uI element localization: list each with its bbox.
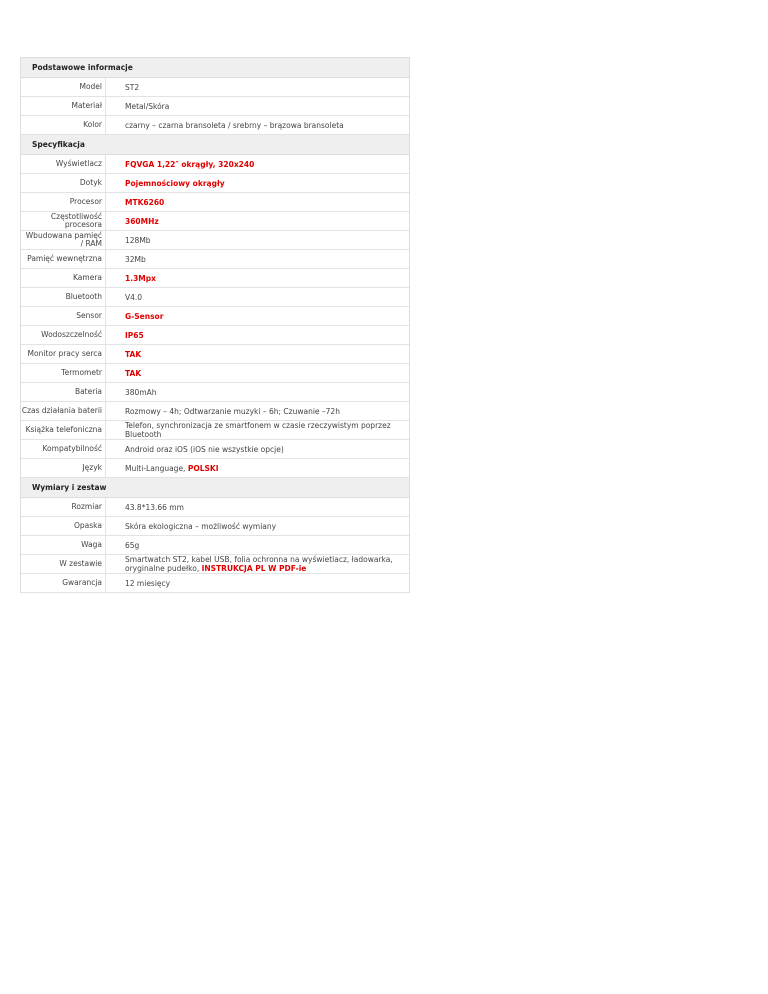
table-row <box>21 269 409 288</box>
row-label: Dotyk <box>21 174 106 192</box>
table-row <box>21 307 409 326</box>
table-row <box>21 116 409 135</box>
row-label: Monitor pracy serca <box>21 345 106 363</box>
table-row <box>21 517 409 536</box>
table-row <box>21 421 409 440</box>
row-label: Model <box>21 78 106 96</box>
table-row <box>21 440 409 459</box>
table-row <box>21 155 409 174</box>
row-label: Kamera <box>21 269 106 287</box>
row-value: czarny – czarna bransoleta / srebrny – brązowa bransoleta <box>125 120 344 130</box>
row-label: Sensor <box>21 307 106 325</box>
row-value: V4.0 <box>125 292 143 302</box>
row-value: 43.8*13.66 mm <box>125 502 184 512</box>
row-value: TAK <box>125 368 142 378</box>
table-row <box>21 193 409 212</box>
row-value: 12 miesięcy <box>125 578 171 588</box>
row-label: Pamięć wewnętrzna <box>21 250 106 268</box>
section-header-specification: Specyfikacja <box>21 135 409 155</box>
row-value: Rozmowy – 4h; Odtwarzanie muzyki – 6h; Czuwanie –72h <box>125 406 340 416</box>
table-row <box>21 383 409 402</box>
spec-table <box>20 57 410 593</box>
row-value-text: Multi-Language, <box>125 463 186 473</box>
row-value-text <box>125 555 409 573</box>
row-value: 380mAh <box>125 387 157 397</box>
row-value-plain: Smartwatch ST2, kabel USB, folia ochronna na wyświetlacz, ładowarka, oryginalne pudełko, <box>125 555 393 573</box>
row-value: Pojemnościowy okrągły <box>125 178 225 188</box>
row-label: W zestawie <box>21 555 106 573</box>
table-row <box>21 536 409 555</box>
section-header-basic-info: Podstawowe informacje <box>21 58 409 78</box>
row-label: Wyświetlacz <box>21 155 106 173</box>
row-value: Skóra ekologiczna – możliwość wymiany <box>125 521 277 531</box>
table-row <box>21 250 409 269</box>
row-value: Telefon, synchronizacja ze smartfonem w czasie rzeczywistym poprzez Bluetooth <box>125 421 391 439</box>
row-label: Kompatybilność <box>21 440 106 458</box>
row-value: TAK <box>125 349 142 359</box>
table-row <box>21 555 409 574</box>
row-label: Opaska <box>21 517 106 535</box>
row-value: ST2 <box>125 82 140 92</box>
table-row <box>21 97 409 116</box>
row-value: 128Mb <box>125 235 151 245</box>
section-header-dimensions-set: Wymiary i zestaw <box>21 478 409 498</box>
row-value: MTK6260 <box>125 197 165 207</box>
row-label: Gwarancja <box>21 574 106 592</box>
table-row <box>21 498 409 517</box>
table-row <box>21 574 409 593</box>
row-label: Bateria <box>21 383 106 401</box>
row-value: G-Sensor <box>125 311 164 321</box>
table-row <box>21 78 409 97</box>
table-row <box>21 288 409 307</box>
row-label: Kolor <box>21 116 106 134</box>
row-label: Język <box>21 459 106 477</box>
row-label: Częstotliwość procesora <box>21 212 106 230</box>
row-value: FQVGA 1,22″ okrągły, 320x240 <box>125 159 255 169</box>
row-label: Wbudowana pamięć / RAM <box>21 231 106 249</box>
table-row <box>21 402 409 421</box>
row-label: Procesor <box>21 193 106 211</box>
row-label: Wodoszczelność <box>21 326 106 344</box>
table-row <box>21 459 409 478</box>
row-label: Czas działania baterii <box>21 402 106 420</box>
row-value-highlight: POLSKI <box>187 463 219 473</box>
row-value <box>106 555 409 573</box>
row-label: Książka telefoniczna <box>21 421 106 439</box>
row-label: Termometr <box>21 364 106 382</box>
row-value: Android oraz iOS (iOS nie wszystkie opcje) <box>125 444 284 454</box>
table-row <box>21 231 409 250</box>
row-label: Rozmiar <box>21 498 106 516</box>
row-value <box>106 459 409 477</box>
table-row <box>21 174 409 193</box>
table-row <box>21 212 409 231</box>
row-value: 32Mb <box>125 254 146 264</box>
row-label: Materiał <box>21 97 106 115</box>
row-value: IP65 <box>125 330 144 340</box>
table-row <box>21 345 409 364</box>
table-row <box>21 364 409 383</box>
row-value: 1.3Mpx <box>125 273 156 283</box>
row-label: Waga <box>21 536 106 554</box>
table-row <box>21 326 409 345</box>
row-value: 360MHz <box>125 216 159 226</box>
row-value-highlight: INSTRUKCJA PL W PDF-ie <box>201 564 307 573</box>
row-label: Bluetooth <box>21 288 106 306</box>
row-value: Metal/Skóra <box>125 101 170 111</box>
row-value: 65g <box>125 540 140 550</box>
